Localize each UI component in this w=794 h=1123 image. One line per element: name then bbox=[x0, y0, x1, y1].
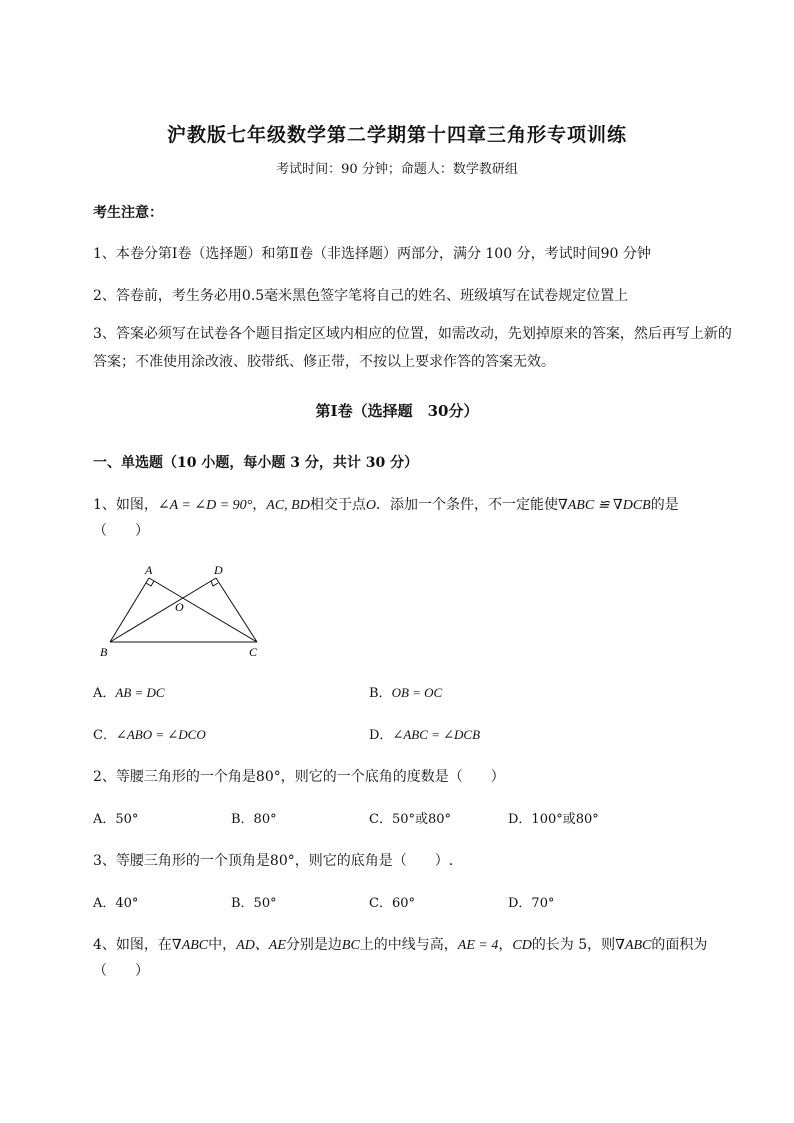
q4-cd: CD bbox=[512, 938, 532, 953]
segment-dc bbox=[216, 578, 257, 642]
q4-ae: AE = 4 bbox=[457, 938, 499, 953]
q4-text-4: ， bbox=[498, 937, 513, 953]
segment-ab bbox=[110, 578, 149, 642]
q4-text-2: 分别是边 bbox=[285, 937, 342, 953]
q1-segments: AC, BD bbox=[266, 498, 310, 513]
q1-text-2: 相交于点 bbox=[309, 497, 366, 513]
q1-option-d[interactable] bbox=[369, 724, 480, 743]
q4-side: BC bbox=[341, 938, 360, 953]
notice-heading: 考生注意： bbox=[93, 205, 163, 221]
section-title: 第Ⅰ卷（选择题 30分） bbox=[315, 402, 479, 420]
q4-triangle-2: ∇ABC bbox=[615, 938, 652, 953]
q1-option-c-text: ∠ABO = ∠DCO bbox=[115, 727, 206, 742]
label-o: O bbox=[175, 600, 184, 614]
q4-suffix: 的面积为 bbox=[651, 937, 708, 953]
q4-text-3: 上的中线与高， bbox=[359, 937, 458, 953]
q1-option-a-text: AB = DC bbox=[115, 685, 165, 700]
q4-text-1: 中， bbox=[208, 937, 237, 953]
segment-ac bbox=[149, 578, 257, 642]
q4-triangle: ∇ABC bbox=[171, 938, 209, 953]
q2-option-a[interactable]: A．50° bbox=[93, 812, 139, 827]
q4-prefix: 4、如图，在 bbox=[93, 937, 172, 953]
label-c: C bbox=[249, 645, 258, 659]
q1-suffix: 的是 bbox=[650, 497, 679, 513]
question-4-paren: （ ） bbox=[93, 963, 149, 979]
notice-item-3: 3、答案必须写在试卷各个题目指定区域内相应的位置，如需改动，先划掉原来的答案，然后再写上新的答案；不准使用涂改液、胶带纸、修正带，不按以上要求作答的答案无效。 bbox=[93, 326, 732, 370]
q1-option-a-key: A． bbox=[93, 686, 116, 701]
question-1-stem bbox=[93, 494, 679, 514]
q4-segments: AD、AE bbox=[236, 938, 286, 953]
q2-option-c[interactable]: C．50°或80° bbox=[369, 812, 452, 827]
q1-option-d-key: D． bbox=[369, 728, 393, 743]
exam-info: 考试时间：90 分钟；命题人：数学教研组 bbox=[276, 162, 518, 177]
question-3-stem: 3、等腰三角形的一个顶角是80°，则它的底角是（ ）. bbox=[93, 853, 454, 869]
right-angle-mark-d bbox=[211, 581, 218, 586]
question-1-paren: （ ） bbox=[93, 523, 149, 539]
page-title: 沪教版七年级数学第二学期第十四章三角形专项训练 bbox=[166, 124, 627, 146]
label-a: A bbox=[145, 563, 153, 577]
q1-option-a[interactable] bbox=[93, 682, 165, 701]
q1-sep: ， bbox=[252, 497, 267, 513]
q3-option-c[interactable]: C．60° bbox=[369, 896, 415, 911]
q1-option-b-key: B． bbox=[369, 686, 392, 701]
q1-text-3: ．添加一个条件，不一定能使 bbox=[375, 497, 558, 513]
q3-option-b[interactable]: B．50° bbox=[231, 896, 277, 911]
q1-condition: ∠A = ∠D = 90° bbox=[157, 498, 253, 513]
label-b: B bbox=[100, 645, 108, 659]
q3-option-a[interactable]: A．40° bbox=[93, 896, 139, 911]
notice-item-1: 1、本卷分第Ⅰ卷（选择题）和第Ⅱ卷（非选择题）两部分，满分 100 分，考试时间90 分钟 bbox=[93, 246, 651, 262]
q1-option-c-key: C． bbox=[93, 728, 116, 743]
q3-option-d[interactable]: D．70° bbox=[508, 896, 555, 911]
part-heading: 一、单选题（10 小题，每小题 3 分，共计 30 分） bbox=[93, 455, 419, 471]
segment-bd bbox=[110, 578, 216, 642]
q1-congruence: ∇ABC ≌ ∇DCB bbox=[557, 498, 651, 513]
q4-text-5: 的长为 5，则 bbox=[531, 937, 616, 953]
q1-option-c[interactable] bbox=[93, 724, 206, 743]
q2-option-b[interactable]: B．80° bbox=[231, 812, 277, 827]
q1-option-d-text: ∠ABC = ∠DCB bbox=[392, 727, 481, 742]
q1-prefix: 1、如图， bbox=[93, 497, 158, 513]
q2-option-d[interactable]: D．100°或80° bbox=[508, 812, 599, 827]
q1-option-b-text: OB = OC bbox=[391, 685, 443, 700]
question-4-stem bbox=[93, 934, 707, 954]
q1-point: O bbox=[365, 498, 376, 513]
label-d: D bbox=[214, 563, 223, 577]
question-2-stem: 2、等腰三角形的一个角是80°，则它的一个底角的度数是（ ） bbox=[93, 769, 505, 785]
question-1-figure bbox=[93, 560, 273, 660]
notice-item-2: 2、答卷前，考生务必用0.5毫米黑色签字笔将自己的姓名、班级填写在试卷规定位置上 bbox=[93, 288, 629, 304]
q1-option-b[interactable] bbox=[369, 682, 442, 701]
